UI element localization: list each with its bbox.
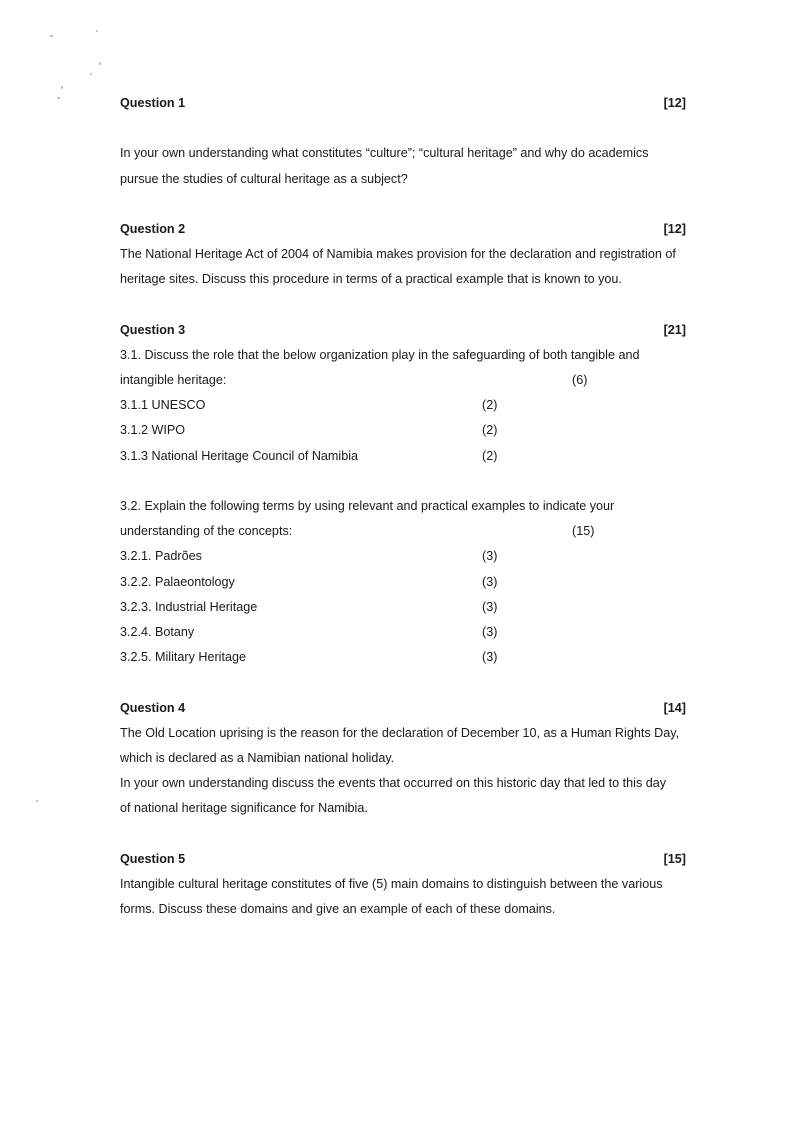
scan-speck <box>99 62 101 65</box>
scan-speck <box>50 35 53 37</box>
question-2-text-line: The National Heritage Act of 2004 of Namibia makes provision for the declaration and registration of <box>120 247 676 262</box>
question-1-marks: [12] <box>663 96 686 110</box>
question-3-2-text-line <box>120 519 686 544</box>
sub-item-marks: (2) <box>482 448 498 463</box>
scan-speck <box>96 30 98 32</box>
sub-item-label: 3.2.3. Industrial Heritage <box>120 599 258 614</box>
sub-item-marks: (3) <box>482 549 498 564</box>
question-3-marks: [21] <box>663 322 686 337</box>
question-5-header <box>120 847 686 872</box>
question-3-2-marks: (15) <box>572 524 595 539</box>
question-2-title: Question 2 <box>120 221 186 236</box>
sub-item-marks: (2) <box>482 423 498 438</box>
question-5-text-line: Intangible cultural heritage constitutes of five (5) main domains to distinguish between the various <box>120 876 663 891</box>
sub-item <box>120 570 686 595</box>
question-3-2-text-line: 3.2. Explain the following terms by using relevant and practical examples to indicate your <box>120 499 615 513</box>
exam-content <box>120 91 686 922</box>
sub-item <box>120 444 686 469</box>
question-2-marks: [12] <box>663 221 686 236</box>
question-5-title: Question 5 <box>120 851 186 866</box>
question-3-1-text-line: 3.1. Discuss the role that the below organization play in the safeguarding of both tangible and <box>120 347 640 362</box>
question-3-title: Question 3 <box>120 322 186 337</box>
question-4-text-line: which is declared as a Namibian national holiday. <box>120 750 395 765</box>
question-3-1-text-line <box>120 368 686 393</box>
question-3-1-text: intangible heritage: <box>120 373 227 388</box>
question-5-text-line: forms. Discuss these domains and give an example of each of these domains. <box>120 902 556 916</box>
question-4-marks: [14] <box>663 700 686 715</box>
scan-speck <box>61 86 63 89</box>
sub-item-marks: (3) <box>482 650 498 665</box>
sub-item <box>120 620 686 645</box>
sub-item-label: 3.2.2. Palaeontology <box>120 574 235 589</box>
sub-item-label: 3.1.2 WIPO <box>120 423 186 438</box>
question-2-header <box>120 217 686 242</box>
question-4-title: Question 4 <box>120 700 186 715</box>
sub-item-label: 3.2.1. Padrões <box>120 549 202 564</box>
question-1-header <box>120 91 686 116</box>
sub-item-marks: (3) <box>482 599 498 614</box>
scan-speck <box>36 800 38 802</box>
question-1-title: Question 1 <box>120 96 186 110</box>
question-2-text-line: heritage sites. Discuss this procedure in terms of a practical example that is known to you. <box>120 272 622 287</box>
question-5-marks: [15] <box>663 851 686 866</box>
question-3-2-text: understanding of the concepts: <box>120 524 293 539</box>
sub-item <box>120 645 686 670</box>
question-3-1-marks: (6) <box>572 373 588 388</box>
question-1-text-line: In your own understanding what constitutes “culture”; “cultural heritage” and why do academics <box>120 146 649 161</box>
sub-item-label: 3.1.1 UNESCO <box>120 398 206 413</box>
sub-item-label: 3.1.3 National Heritage Council of Namibia <box>120 448 359 463</box>
scan-speck <box>90 73 92 75</box>
sub-item-marks: (3) <box>482 624 498 639</box>
question-4-text-line: In your own understanding discuss the events that occurred on this historic day that led to this day <box>120 776 667 791</box>
sub-item <box>120 393 686 418</box>
sub-item-marks: (3) <box>482 574 498 589</box>
sub-item <box>120 418 686 443</box>
question-4-header <box>120 696 686 721</box>
sub-item-label: 3.2.4. Botany <box>120 624 195 639</box>
question-1-text-line: pursue the studies of cultural heritage as a subject? <box>120 171 408 186</box>
sub-item-label: 3.2.5. Military Heritage <box>120 650 246 665</box>
question-4-text-line: The Old Location uprising is the reason for the declaration of December 10, as a Human Rights Day, <box>120 725 680 740</box>
sub-item <box>120 544 686 569</box>
sub-item-marks: (2) <box>482 398 498 413</box>
sub-item <box>120 595 686 620</box>
scan-speck <box>57 97 60 99</box>
question-4-text-line: of national heritage significance for Namibia. <box>120 801 368 816</box>
question-3-header <box>120 318 686 343</box>
